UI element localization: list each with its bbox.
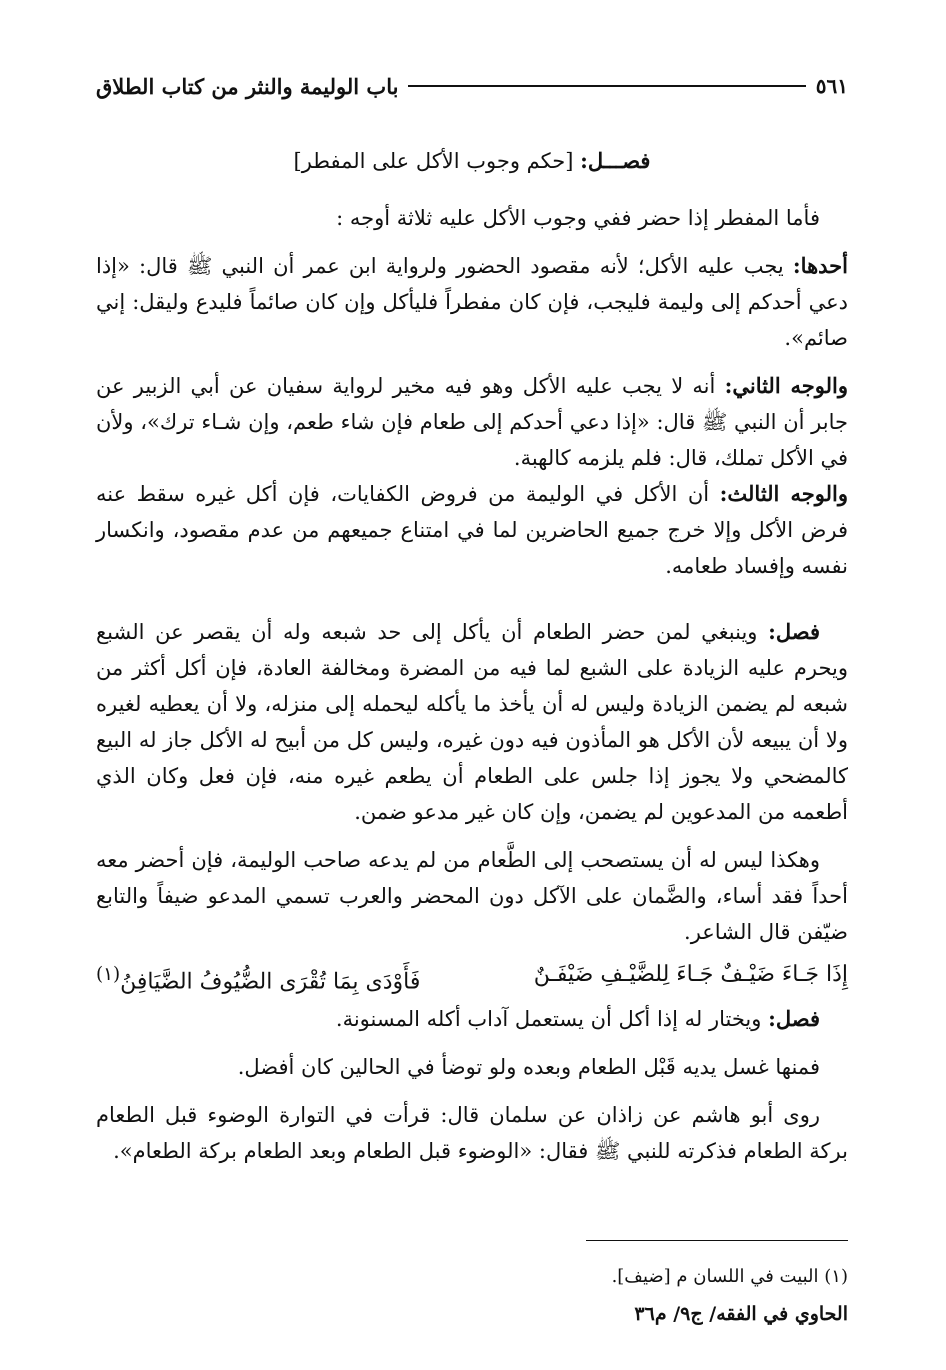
- section-two-paragraph: [96, 614, 848, 830]
- intro-paragraph: فأما المفطر إذا حضر ففي وجوب الأكل عليه ثلاثة أوجه :: [336, 206, 820, 230]
- main-text: [96, 122, 848, 1169]
- page-number: ٥٦١: [815, 74, 848, 98]
- section-three-paragraph: [96, 1001, 848, 1037]
- verse-first-hemistich: إِذَا جَـاءَ ضَيْـفٌ جَـاءَ لِلضَّيْـفِ ضَيْفَـنٌ: [533, 962, 848, 987]
- view-two-label: والوجه الثاني:: [724, 373, 848, 398]
- section-heading: [96, 143, 848, 179]
- section-two-label: فصل:: [768, 619, 820, 644]
- verse-second-text: فَأَوْدَى بِمَا تُقْرَى الضُّيُوفُ الضَّيَافِنُ: [120, 969, 421, 995]
- view-two-text: أنه لا يجب عليه الأكل وهو فيه مخير لرواية سفيان عن أبي الزبير عن جابر أن النبي ﷺ قال: «إذا دعي أحدكم إلى طعام فإن شاء طعم، وإن شـاء ترك»، ولأن في الأكل تملك، قال: فلم يلزمه كالهبة.: [96, 374, 848, 470]
- section-three-label: فصل:: [768, 1006, 820, 1032]
- section-three-text: ويختار له إذا أكل أن يستعمل آداب أكله المسنونة.: [335, 1007, 762, 1032]
- section-three-paragraph-3: روى أبو هاشم عن زاذان عن سلمان قال: قرأت في التوارة الوضوء قبل الطعام بركة الطعام فذكرته للنبي ﷺ فقال: «الوضوء قبل الطعام وبعد الطعام بركة الطعام».: [96, 1103, 848, 1164]
- view-three-text: أن الأكل في الوليمة من فروض الكفايات، فإن أكل غيره سقط عنه فرض الأكل وإلا خرج جميع الحاضرين لما في امتناع جميعهم من عدم مقصود، وانكسار نفسه وإفساد طعامه.: [96, 482, 848, 578]
- footnote: (١) البيت في اللسان م [ضيف].: [611, 1266, 848, 1287]
- section-label: فصـــل:: [580, 148, 651, 173]
- view-one-text: يجب عليه الأكل؛ لأنه مقصود الحضور ولرواية ابن عمر أن النبي ﷺ قال: «إذا دعي أحدكم إلى وليمة فليجب، فإن كان مفطراً فليأكل وإن كان صائماً فليدع وليقل: إني صائم».: [96, 254, 849, 350]
- footnote-divider: [586, 1240, 848, 1241]
- view-three-label: والوجه الثالث:: [719, 481, 849, 506]
- view-two-paragraph: [96, 368, 848, 476]
- section-title: [حكم وجوب الأكل على المفطر]: [293, 149, 574, 173]
- section-two-text: وينبغي لمن حضر الطعام أن يأكل إلى حد شبعه وله أن يقصر عن الشبع ويحرم عليه الزيادة على الشبع لما فيه من المضرة ومخالفة العادة، فإن أكل أكثر من شبعه لم يضمن الزيادة وليس له أن يأخذ ما يأكله ليحمله إلى منزله، ولا أن يعطيه لغيره ولا أن يبيعه لأن الأكل هو المأذون فيه دون غيره، وليس كل من أبيح له الأكل جاز له البيع كالمضحي ولا يجوز إذا جلس على الطعام أن يطعم غيره منه، فإن فعل وكان الذي أطعمه من المدعوين لم يضمن، وإن كان غير مدعو ضمن.: [96, 620, 848, 824]
- running-header: [96, 66, 848, 106]
- view-three-paragraph: [96, 476, 848, 584]
- footnote-marker: (١): [96, 964, 121, 985]
- header-rule: [408, 85, 805, 87]
- verse-second-hemistich: [96, 956, 420, 1001]
- chapter-title: باب الوليمة والنثر من كتاب الطلاق: [96, 73, 399, 99]
- poetry-verse: [96, 956, 848, 1001]
- page-footer: الحاوي في الفقه/ ج٩/ م٣٦: [634, 1303, 848, 1325]
- view-one-label: أحدها:: [792, 253, 848, 278]
- section-two-paragraph-2: وهكذا ليس له أن يستصحب إلى الطَّعام من لم يدعه صاحب الوليمة، فإن أحضر معه أحداً فقد أساء، والضَّمان على الآكل دون المحضر والعرب تسمي المدعو ضيفاً والتابع ضيّفن قال الشاعر.: [96, 848, 848, 944]
- view-one-paragraph: [96, 248, 848, 356]
- section-three-paragraph-2: فمنها غسل يديه قَبْل الطعام وبعده ولو توضأ في الحالين كان أفضل.: [237, 1055, 820, 1080]
